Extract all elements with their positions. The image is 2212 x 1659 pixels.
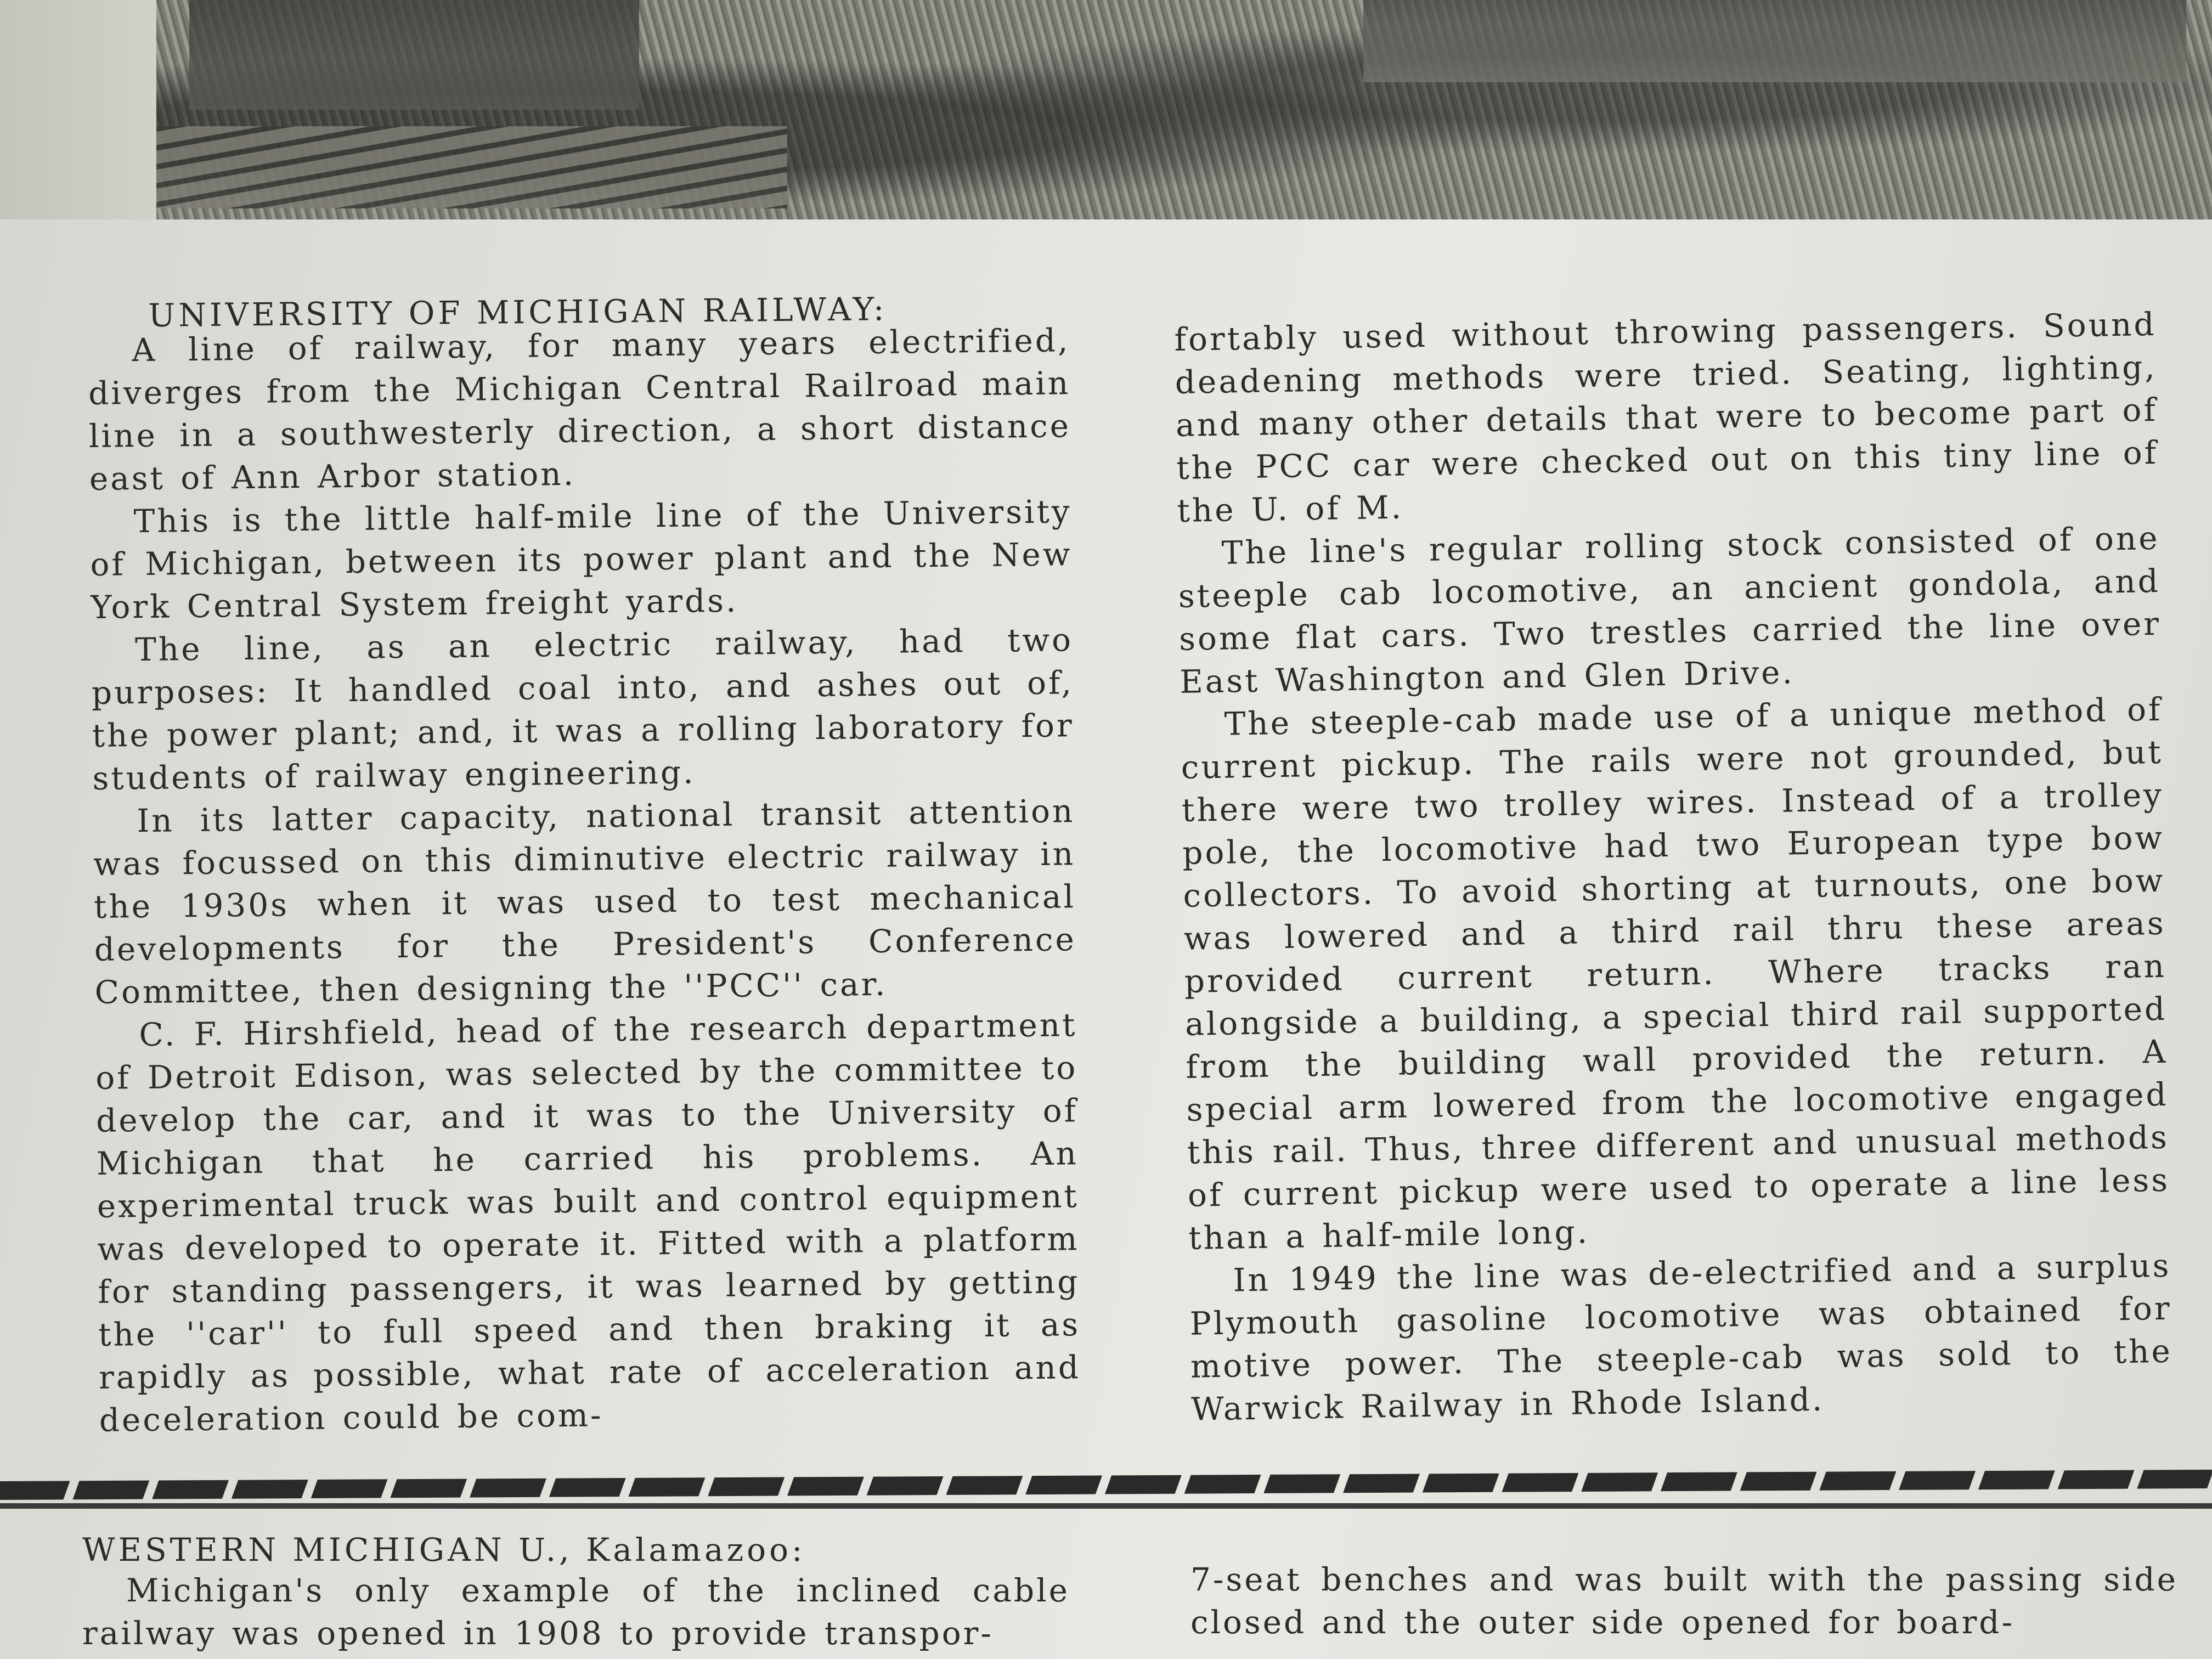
section-heading-university-of-michigan: UNIVERSITY OF MICHIGAN RAILWAY: <box>148 290 888 334</box>
photo-track-ties <box>156 126 787 208</box>
paragraph: The line's regular rolling stock consisted of one steeple cab locomotive, an ancient gondola, and some flat cars. Two trestles carried the line over East Washington and Glen Drive. <box>1178 519 2162 701</box>
page-margin-shadow <box>0 0 156 219</box>
paragraph: A line of railway, for many years electrified, diverges from the Michigan Central Railroad main line in a southwesterly direction, a short distance east of Ann Arbor station. <box>88 321 1071 498</box>
paragraph: In 1949 the line was de-electrified and a surplus Plymouth gasoline locomotive was obtained for motive power. The steeple-cab was sold to the Warwick Railway in Rhode Island. <box>1189 1246 2173 1428</box>
railway-photo <box>156 0 2212 219</box>
paragraph: Michigan's only example of the inclined cable railway was opened in 1908 to provide transpor- <box>82 1572 1070 1652</box>
photo-vehicle-silhouette <box>1363 0 2186 82</box>
paragraph: C. F. Hirshfield, head of the research department of Detroit Edison, was selected by the committee to develop the car, and it was to the University of Michigan that he carried his problems. An experimental truck was built and control equipment was developed to operate it. Fitted with a platform for standing passengers, it was learned by getting the ''car'' to full speed and then braking it as rapidly as possible, what rate of acceleration and deceleration could be com- <box>95 1006 1081 1439</box>
paragraph: The steeple-cab made use of a unique method of current pickup. The rails were not grounded, but there were two trolley wires. Instead of a trolley pole, the locomotive had two European type bow collectors. To avoid shorting at turnouts, one bow was lowered and a third rail thru these areas provided current return. Where tracks ran alongside a building, a special third rail supported from the building wall provided the return. A special arm lowered from the locomotive engaged this rail. Thus, three different and unusual methods of current pickup were used to operate a line less than a half-mile long. <box>1181 690 2170 1257</box>
left-column <box>88 319 1081 1442</box>
paragraph-continuation: 7-seat benches and was built with the passing side closed and the outer side opened for board- <box>1190 1561 2178 1641</box>
section-divider <box>0 1470 2212 1500</box>
right-column <box>1174 303 2174 1431</box>
section-heading-western-michigan: WESTERN MICHIGAN U., Kalamazoo: <box>82 1531 806 1568</box>
paragraph: In its latter capacity, national transit attention was focussed on this diminutive electric railway in the 1930s when it was used to test mechanical developments for the President's Conference Committee, then designing the ''PCC'' car. <box>93 792 1077 1011</box>
right-column-bottom <box>1190 1558 2178 1644</box>
paragraph-continuation: fortably used without throwing passengers. Sound deadening methods were tried. Seating, lighting, and many other details that were to become part of the PCC car were checked out on this tiny line of the U. of M. <box>1174 305 2159 529</box>
paragraph: This is the little half-mile line of the University of Michigan, between its power plant and the New York Central System freight yards. <box>90 493 1073 626</box>
left-column-bottom <box>82 1569 1070 1655</box>
paragraph: The line, as an electric railway, had two purposes: It handled coal into, and ashes out of, the power plant; and, it was a rolling laboratory for students of railway engineering. <box>91 621 1075 797</box>
photo-train-silhouette <box>189 0 639 110</box>
section-divider-line <box>0 1503 2212 1509</box>
